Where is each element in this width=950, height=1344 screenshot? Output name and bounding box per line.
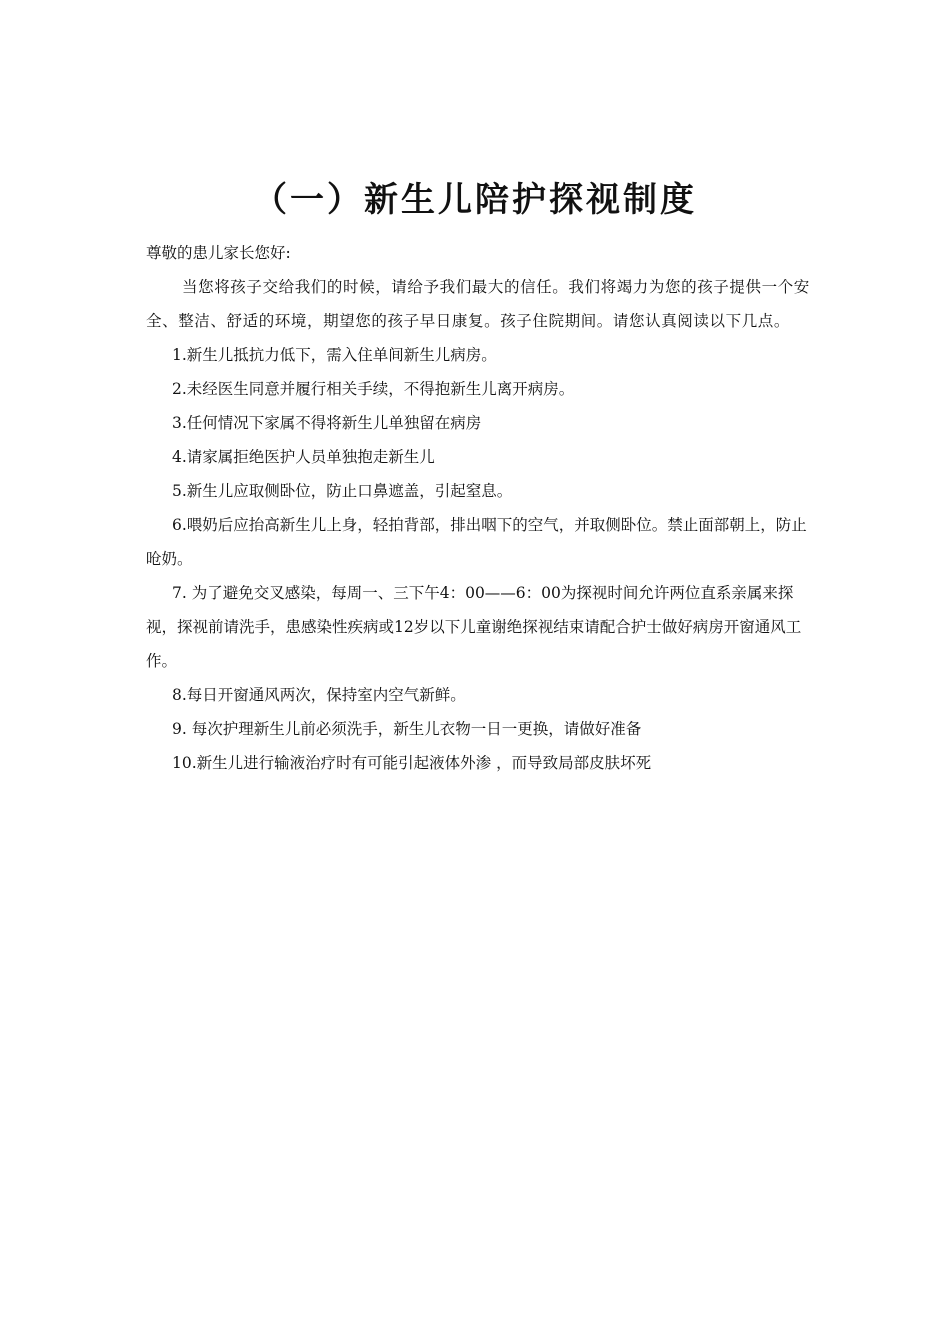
rule-item-8: 8.每日开窗通风两次，保持室内空气新鲜。 — [172, 686, 466, 704]
document-title: （一）新生儿陪护探视制度 — [253, 180, 697, 220]
rule-item-3: 3.任何情况下家属不得将新生儿单独留在病房 — [172, 414, 482, 432]
intro-paragraph: 当您将孩子交给我们的时候，请给予我们最大的信任。我们将竭力为您的孩子提供一个安全、整洁、舒适的环境，期望您的孩子早日康复。孩子住院期间。请您认真阅读以下几点。 — [146, 278, 810, 330]
rule-item-6: 6.喂奶后应抬高新生儿上身，轻拍背部，排出咽下的空气，并取侧卧位。禁止面部朝上，防止呛奶。 — [146, 516, 807, 568]
rule-item-2: 2.未经医生同意并履行相关手续，不得抱新生儿离开病房。 — [172, 380, 575, 398]
rule-item-5: 5.新生儿应取侧卧位，防止口鼻遮盖，引起窒息。 — [172, 482, 513, 500]
rule-item-1: 1.新生儿抵抗力低下，需入住单间新生儿病房。 — [172, 346, 497, 364]
salutation: 尊敬的患儿家长您好: — [146, 244, 291, 262]
rule-item-10: 10.新生儿进行输液治疗时有可能引起液体外渗 ，而导致局部皮肤坏死 — [172, 754, 652, 772]
document-body — [146, 236, 810, 780]
rule-item-7: 7. 为了避免交叉感染，每周一、三下午4：00——6：00为探视时间允许两位直系亲属来探视，探视前请洗手，患感染性疾病或12岁以下儿童谢绝探视结束请配合护士做好病房开窗通风工作。 — [146, 584, 802, 670]
rule-item-9: 9. 每次护理新生儿前必须洗手，新生儿衣物一日一更换，请做好准备 — [172, 720, 642, 738]
rule-item-4: 4.请家属拒绝医护人员单独抱走新生儿 — [172, 448, 435, 466]
